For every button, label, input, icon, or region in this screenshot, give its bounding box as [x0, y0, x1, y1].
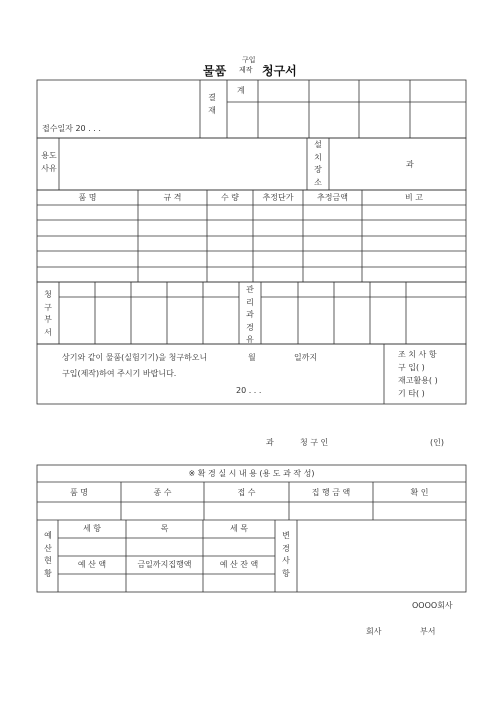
budget-header-category: 목: [160, 524, 169, 533]
requester-seal: (인): [430, 438, 444, 447]
action-title: 조 치 사 항: [398, 350, 437, 359]
exec-header-amount: 집 행 금 액: [311, 488, 351, 497]
header-qty: 수 량: [221, 193, 239, 202]
manage-dept-label: 관리과경유: [246, 285, 254, 344]
title-manufacture: 제작: [239, 66, 253, 74]
approval-box: [37, 80, 466, 138]
request-dept-label: 청구부서: [44, 290, 52, 337]
footer-company: OOOO회사: [412, 601, 453, 610]
header-spec: 규 격: [163, 193, 182, 202]
requester-label: 청 구 인: [300, 438, 329, 447]
budget-header-amount: 예 산 액: [77, 560, 107, 569]
budget-header-remaining: 예 산 잔 액: [219, 560, 259, 569]
exec-header-receipt: 접 수: [237, 488, 256, 497]
budget-header-subcategory: 세 목: [230, 524, 248, 533]
request-line1: 상기와 같이 물품(실험기기)을 청구하오니: [62, 353, 208, 362]
action-stock: 재고활용( ): [398, 376, 438, 385]
footer-team: 부서: [420, 627, 436, 636]
request-date: 20 . . .: [236, 386, 262, 395]
action-other: 기 타( ): [398, 389, 425, 398]
change-label: 변경사항: [282, 531, 290, 578]
receipt-date: 접수일자 20 . . .: [42, 124, 101, 133]
budget-header-item: 세 항: [83, 524, 101, 533]
action-purchase: 구 입( ): [398, 363, 425, 372]
request-month: 월: [248, 353, 256, 362]
purpose-label: 용도 사유: [41, 151, 57, 173]
budget-header-spent: 금일까지집행액: [137, 560, 192, 569]
header-amount: 추정금액: [317, 193, 348, 202]
exec-header-name: 품 명: [70, 488, 88, 497]
execution-title: ※ 확 경 실 시 내 용 (용 도 과 작 성): [188, 469, 315, 478]
header-remarks: 비 고: [405, 193, 423, 202]
title-request-form: 청구서: [262, 64, 297, 78]
approval-label: 결 재: [208, 93, 216, 115]
requester-dept: 과: [266, 438, 274, 447]
footer-company-dept: 회사: [366, 627, 382, 636]
budget-label: 예산현황: [44, 531, 52, 578]
header-item-name: 품 명: [78, 193, 97, 202]
dept-suffix: 과: [406, 160, 414, 169]
exec-header-kinds: 종 수: [153, 488, 172, 497]
title-purchase: 구입: [242, 56, 256, 64]
request-line2: 구입(제작)하여 주시기 바랍니다.: [62, 369, 177, 378]
approval-first-cell: 계: [237, 86, 245, 95]
request-until: 일까지: [294, 353, 318, 362]
title-goods: 물품: [203, 64, 227, 78]
exec-header-confirm: 확 인: [410, 488, 429, 497]
purpose-box: [37, 138, 466, 190]
location-label: 설치장소: [314, 140, 322, 187]
header-unit-price: 추정단가: [262, 193, 294, 202]
